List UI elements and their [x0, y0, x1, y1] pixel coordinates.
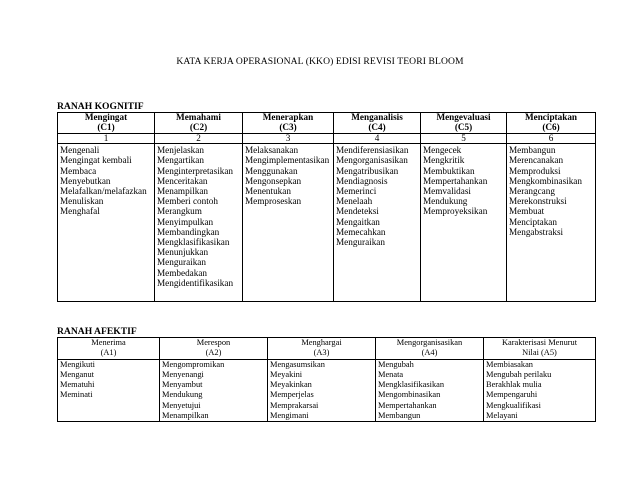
- kognitif-header-c2: Memahami (C2): [155, 113, 243, 134]
- list-item: Menyenangi: [162, 370, 204, 380]
- list-item: Memberi contoh: [157, 196, 218, 207]
- kognitif-num-c5: 5: [421, 133, 507, 144]
- list-item: Membandingkan: [157, 226, 220, 237]
- kognitif-list-c4: [334, 144, 421, 302]
- kognitif-list-c3: [243, 144, 334, 302]
- list-item: Mempertahankan: [378, 400, 437, 410]
- list-item: Membaca: [60, 165, 97, 176]
- list-item: Merangkum: [157, 206, 202, 217]
- list-item: Mematuhi: [60, 380, 95, 390]
- afektif-body-row: [58, 359, 596, 421]
- list-item: Meyakini: [270, 370, 303, 380]
- list-item: Menyebutkan: [60, 175, 111, 186]
- kognitif-header-c4: Menganalisis (C4): [334, 113, 421, 134]
- kognitif-list-c2: [155, 144, 243, 302]
- afektif-header-a3: Menghargai (A3): [268, 338, 376, 360]
- list-item: Meminati: [60, 390, 93, 400]
- list-item: Mengikuti: [60, 359, 95, 369]
- list-item: Menciptakan: [509, 216, 557, 227]
- list-item: Mengkombinasikan: [509, 175, 582, 186]
- list-item: Menampilkan: [157, 186, 209, 196]
- afektif-header-a1: Menerima (A1): [58, 338, 160, 360]
- list-item: Mempertahankan: [423, 175, 488, 186]
- kognitif-num-c3: 3: [243, 133, 334, 144]
- kognitif-header-c6: Menciptakan (C6): [507, 113, 596, 134]
- list-item: Melayani: [486, 410, 518, 420]
- kognitif-body-row: [58, 144, 596, 302]
- list-item: Menganut: [60, 370, 94, 380]
- list-item: Membangun: [378, 410, 421, 420]
- list-item: Menentukan: [245, 186, 291, 196]
- list-item: Mempengaruhi: [486, 390, 538, 400]
- list-item: Merangcang: [509, 186, 555, 196]
- list-item: Mengaitkan: [336, 216, 380, 227]
- list-item: Mengkritik: [423, 155, 465, 166]
- list-item: Mengimani: [270, 410, 309, 420]
- kognitif-list-c1: [58, 144, 155, 302]
- afektif-list-a2: [160, 359, 268, 421]
- list-item: Membiasakan: [486, 359, 533, 369]
- list-item: Mengubah: [378, 359, 414, 369]
- kognitif-header-c1: Mengingat (C1): [58, 113, 155, 134]
- list-item: Mengabstraksi: [509, 226, 564, 237]
- list-item: Menelaah: [336, 196, 373, 207]
- afektif-list-a5: [484, 359, 596, 421]
- kognitif-num-c1: 1: [58, 133, 155, 144]
- list-item: Mendiferensiasikan: [336, 145, 409, 156]
- list-item: Mengatribusikan: [336, 165, 399, 176]
- kognitif-header-row: [58, 113, 596, 134]
- afektif-list-a3: [268, 359, 376, 421]
- list-item: Melaksanakan: [245, 145, 299, 156]
- section-heading-kognitif: RANAH KOGNITIF: [57, 101, 144, 112]
- list-item: Mengidentifikasikan: [157, 277, 234, 288]
- list-item: Memproseskan: [245, 196, 302, 207]
- afektif-header-a5: Karakterisasi Menurut Nilai (A5): [484, 338, 596, 360]
- kognitif-list-c5: [421, 144, 507, 302]
- list-item: Mengklasifikasikan: [378, 380, 445, 390]
- list-item: Memproyeksikan: [423, 206, 488, 217]
- list-item: Mengonsepkan: [245, 175, 302, 186]
- list-item: Menyetujui: [162, 400, 201, 410]
- list-item: Menceritakan: [157, 175, 208, 186]
- list-item: Mendiagnosis: [336, 175, 388, 186]
- afektif-table: [57, 337, 596, 422]
- list-item: Memprakarsai: [270, 400, 319, 410]
- list-item: Menyambut: [162, 380, 203, 390]
- list-item: Merekonstruksi: [509, 196, 567, 207]
- list-item: Berakhlak mulia: [486, 380, 542, 390]
- list-item: Membangun: [509, 145, 556, 156]
- page-title: KATA KERJA OPERASIONAL (KKO) EDISI REVISI TEORI BLOOM: [176, 56, 464, 67]
- kognitif-num-c4: 4: [334, 133, 421, 144]
- list-item: Mengkualifikasi: [486, 400, 541, 410]
- kognitif-table: [57, 112, 596, 302]
- list-item: Membuat: [509, 206, 545, 217]
- list-item: Mengklasifikasikan: [157, 237, 230, 248]
- list-item: Memproduksi: [509, 165, 561, 176]
- list-item: Meyakinkan: [270, 380, 312, 390]
- list-item: Menggunakan: [245, 165, 298, 176]
- list-item: Mengecek: [423, 145, 462, 156]
- list-item: Merencanakan: [509, 155, 564, 166]
- list-item: Mengombinasikan: [378, 390, 441, 400]
- kognitif-num-c2: 2: [155, 133, 243, 144]
- afektif-header-row: [58, 338, 596, 360]
- list-item: Melafalkan/melafazkan: [60, 186, 147, 196]
- list-item: Mengimplementasikan: [245, 155, 330, 166]
- list-item: Menunjukkan: [157, 247, 209, 258]
- list-item: Menguraikan: [157, 257, 206, 268]
- list-item: Mendeteksi: [336, 206, 379, 217]
- list-item: Menuliskan: [60, 196, 104, 207]
- afektif-header-a4: Mengorganisasikan (A4): [376, 338, 484, 360]
- list-item: Menginterpretasikan: [157, 165, 234, 176]
- kognitif-header-c5: Mengevaluasi (C5): [421, 113, 507, 134]
- list-item: Menjelaskan: [157, 145, 204, 156]
- kognitif-num-c6: 6: [507, 133, 596, 144]
- afektif-list-a1: [58, 359, 160, 421]
- list-item: Membedakan: [157, 267, 208, 278]
- kognitif-list-c6: [507, 144, 596, 302]
- list-item: Mengompromikan: [162, 359, 225, 369]
- list-item: Memerinci: [336, 186, 377, 196]
- list-item: Mendukung: [423, 196, 468, 207]
- afektif-list-a4: [376, 359, 484, 421]
- list-item: Memvalidasi: [423, 186, 471, 196]
- list-item: Menghafal: [60, 206, 100, 217]
- list-item: Menampilkan: [162, 410, 209, 420]
- list-item: Menata: [378, 370, 404, 380]
- list-item: Memecahkan: [336, 226, 386, 237]
- list-item: Membuktikan: [423, 165, 475, 176]
- section-heading-afektif: RANAH AFEKTIF: [57, 326, 137, 337]
- list-item: Mengartikan: [157, 155, 204, 166]
- list-item: Memperjelas: [270, 390, 314, 400]
- list-item: Mengasumsikan: [270, 359, 325, 369]
- list-item: Mengubah perilaku: [486, 370, 552, 380]
- list-item: Menguraikan: [336, 237, 385, 248]
- list-item: Menyimpulkan: [157, 216, 214, 227]
- kognitif-number-row: [58, 133, 596, 144]
- list-item: Mengenali: [60, 145, 100, 156]
- list-item: Mendukung: [162, 390, 203, 400]
- afektif-header-a2: Merespon (A2): [160, 338, 268, 360]
- list-item: Mengingat kembali: [60, 155, 132, 166]
- list-item: Mengorganisasikan: [336, 155, 408, 166]
- kognitif-header-c3: Menerapkan (C3): [243, 113, 334, 134]
